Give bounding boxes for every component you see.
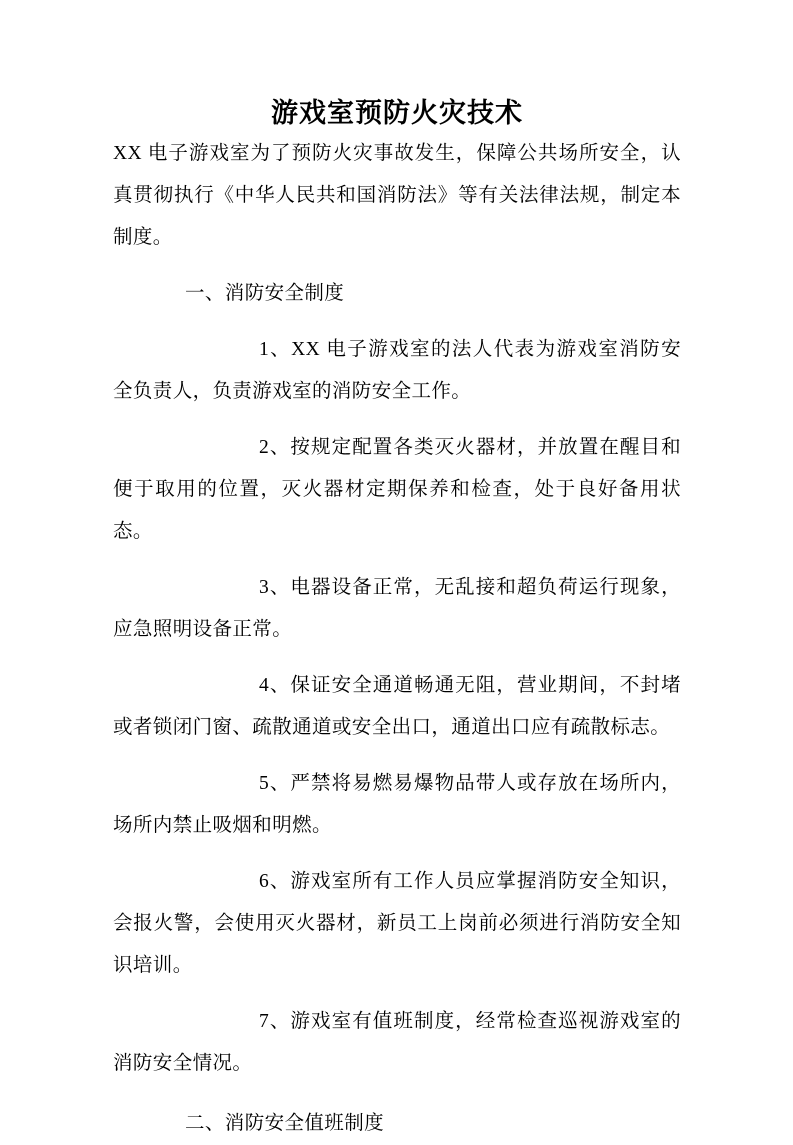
list-item: 3、电器设备正常，无乱接和超负荷运行现象，应急照明设备正常。 xyxy=(113,576,681,640)
spacer xyxy=(113,553,681,567)
intro-paragraph: XX 电子游戏室为了预防火灾事故发生，保障公共场所安全，认真贯彻执行《中华人民共和国消防法》等有关法律法规，制定本制度。 xyxy=(113,142,681,248)
list-item: 6、游戏室所有工作人员应掌握消防安全知识，会报火警，会使用灭火器材，新员工上岗前必须进行消防安全知识培训。 xyxy=(113,870,681,976)
document-content xyxy=(113,0,681,1145)
spacer xyxy=(113,259,681,273)
list-item: 2、按规定配置各类灭火器材，并放置在醒目和便于取用的位置，灭火器材定期保养和检查，处于良好备用状态。 xyxy=(113,436,681,542)
list-item: 7、游戏室有值班制度，经常检查巡视游戏室的消防安全情况。 xyxy=(113,1010,681,1074)
spacer xyxy=(113,651,681,665)
list-item: 1、XX 电子游戏室的法人代表为游戏室消防安全负责人，负责游戏室的消防安全工作。 xyxy=(113,338,681,402)
spacer xyxy=(113,1085,681,1103)
page-title: 游戏室预防火灾技术 xyxy=(271,98,523,128)
spacer xyxy=(113,413,681,427)
spacer xyxy=(113,847,681,861)
list-item: 5、严禁将易燃易爆物品带人或存放在场所内，场所内禁止吸烟和明燃。 xyxy=(113,772,681,836)
spacer xyxy=(113,749,681,763)
section-heading-2: 二、消防安全值班制度 xyxy=(185,1112,385,1134)
spacer xyxy=(113,987,681,1001)
spacer xyxy=(113,315,681,329)
section-heading-1: 一、消防安全制度 xyxy=(185,282,345,304)
list-item: 4、保证安全通道畅通无阻，营业期间，不封堵或者锁闭门窗、疏散通道或安全出口，通道出口应有疏散标志。 xyxy=(113,674,681,738)
